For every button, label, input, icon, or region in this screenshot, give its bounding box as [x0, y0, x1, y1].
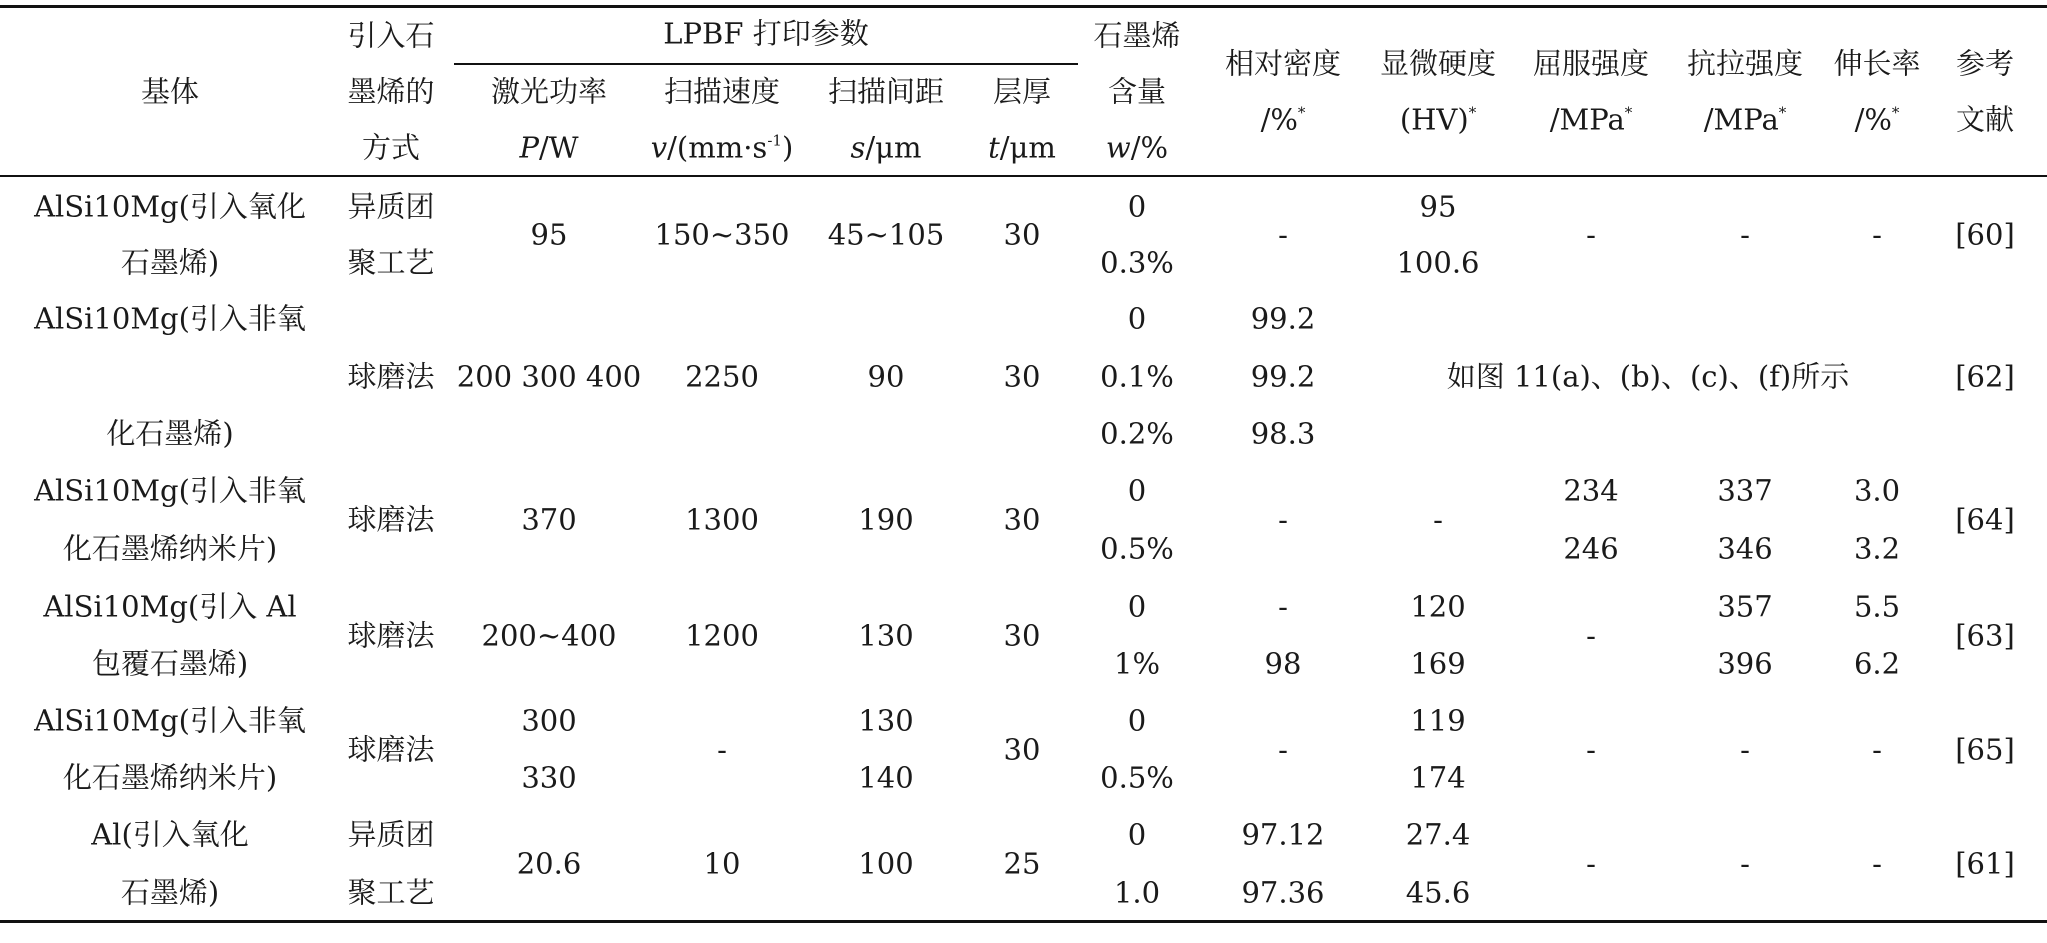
row-layer-thickness: 30 — [1003, 217, 1041, 252]
header-layer-thickness: 层厚 — [992, 74, 1052, 109]
header-reference: 参考 — [1955, 46, 2015, 81]
row-microhardness: 120 — [1410, 589, 1466, 624]
row-graphene-content: 0 — [1127, 703, 1147, 738]
row-scan-speed: 1200 — [685, 618, 759, 652]
header-layer-thickness: t/μm — [988, 130, 1056, 165]
header-scan-speed: $v/(mm\cdot s^{-1})$ — [650, 130, 794, 165]
row-method: 聚工艺 — [347, 245, 435, 280]
row-method: 球磨法 — [347, 359, 435, 393]
row-microhardness: - — [1433, 502, 1443, 537]
row-layer-thickness: 30 — [1003, 618, 1041, 652]
row-elongation: 6.2 — [1853, 646, 1901, 681]
row-laser-power: 20.6 — [516, 846, 582, 881]
row-substrate: 石墨烯) — [120, 875, 220, 910]
row-hatch-spacing: 90 — [867, 359, 905, 394]
row-layer-thickness: 25 — [1003, 846, 1041, 881]
row-tensile-strength: - — [1740, 846, 1750, 881]
row-method: 球磨法 — [347, 502, 435, 537]
header-rule — [0, 175, 2047, 177]
row-method: 异质团 — [347, 817, 435, 852]
row-microhardness: 45.6 — [1405, 875, 1471, 910]
header-relative-density: /%* — [1260, 102, 1306, 137]
row-method: 球磨法 — [347, 732, 435, 766]
row-graphene-content: 0.3% — [1100, 245, 1174, 280]
row-laser-power: 200 300 400 — [456, 359, 642, 394]
row-laser-power: 300 — [521, 703, 577, 738]
row-hatch-spacing: 130 — [858, 618, 914, 652]
row-graphene-content: 0.5% — [1100, 760, 1174, 795]
row-reference: [65] — [1955, 732, 2015, 766]
header-method: 方式 — [361, 130, 421, 165]
row-reference: [62] — [1955, 359, 2015, 394]
row-relative-density: 99.2 — [1250, 301, 1316, 336]
row-yield-strength: - — [1586, 217, 1596, 252]
header-yield-strength: /MPa* — [1549, 102, 1633, 137]
row-substrate: AlSi10Mg(引入 Al — [43, 589, 297, 624]
row-graphene-content: 0 — [1127, 589, 1147, 624]
row-microhardness: 169 — [1410, 646, 1466, 681]
row-graphene-content: 1.0 — [1113, 875, 1161, 910]
row-tensile-strength: 357 — [1717, 589, 1773, 624]
row-relative-density: - — [1278, 589, 1288, 624]
row-scan-speed: 1300 — [685, 502, 759, 537]
bottom-rule — [0, 920, 2047, 923]
row-yield-strength: 234 — [1563, 473, 1619, 508]
row-laser-power: 200~400 — [481, 618, 617, 652]
row-hatch-spacing: 130 — [858, 703, 914, 738]
row-elongation: - — [1872, 846, 1882, 881]
row-substrate: AlSi10Mg(引入氧化 — [34, 189, 306, 224]
row-relative-density: - — [1278, 217, 1288, 252]
row-microhardness: 100.6 — [1396, 245, 1480, 280]
header-method: 墨烯的 — [347, 74, 435, 109]
header-laser-power: P/W — [519, 130, 579, 165]
row-yield-strength: - — [1586, 846, 1596, 881]
header-elongation: 伸长率 — [1833, 46, 1921, 81]
row-hatch-spacing: 100 — [858, 846, 914, 881]
row-relative-density: - — [1278, 502, 1288, 537]
row-relative-density: 97.12 — [1241, 817, 1325, 852]
header-tensile-strength: 抗拉强度 — [1686, 46, 1804, 81]
row-graphene-content: 0.1% — [1100, 359, 1174, 394]
row-laser-power: 370 — [521, 502, 577, 537]
header-graphene-content: 含量 — [1107, 74, 1167, 109]
row-elongation: - — [1872, 217, 1882, 252]
row-reference: [61] — [1955, 846, 2015, 881]
header-hatch-spacing: s/μm — [850, 130, 922, 165]
row-scan-speed: 10 — [703, 846, 741, 881]
row-reference: [64] — [1955, 502, 2015, 537]
row-yield-strength: - — [1586, 732, 1596, 766]
row-graphene-content: 1% — [1113, 646, 1161, 681]
header-relative-density: 相对密度 — [1224, 46, 1342, 81]
row-yield-strength: 246 — [1563, 531, 1619, 566]
header-laser-power: 激光功率 — [490, 74, 608, 109]
row-substrate: AlSi10Mg(引入非氧 — [34, 473, 306, 508]
header-hatch-spacing: 扫描间距 — [827, 74, 945, 109]
row-relative-density: 98 — [1264, 646, 1302, 681]
row-hatch-spacing: 140 — [858, 760, 914, 795]
header-graphene-content: w/% — [1105, 130, 1169, 165]
row-microhardness: 174 — [1410, 760, 1466, 795]
row-tensile-strength: 346 — [1717, 531, 1773, 566]
row-layer-thickness: 30 — [1003, 502, 1041, 537]
row-relative-density: 97.36 — [1241, 875, 1325, 910]
top-rule — [0, 5, 2047, 8]
row-graphene-content: 0 — [1127, 301, 1147, 336]
row-hatch-spacing: 45~105 — [827, 217, 945, 252]
row-relative-density: 99.2 — [1250, 359, 1316, 394]
row-elongation: 5.5 — [1853, 589, 1901, 624]
row-merged-note: 如图 11(a)、(b)、(c)、(f)所示 — [1446, 359, 1850, 394]
header-substrate: 基体 — [140, 74, 200, 109]
row-substrate: 化石墨烯) — [106, 416, 234, 451]
row-graphene-content: 0 — [1127, 189, 1147, 224]
row-graphene-content: 0 — [1127, 817, 1147, 852]
header-lpbf-group: LPBF 打印参数 — [663, 16, 869, 51]
row-substrate: Al(引入氧化 — [91, 817, 249, 852]
row-hatch-spacing: 190 — [858, 502, 914, 537]
row-scan-speed: 2250 — [685, 359, 759, 394]
row-elongation: 3.0 — [1853, 473, 1901, 508]
header-microhardness: 显微硬度 — [1379, 46, 1497, 81]
row-tensile-strength: 396 — [1717, 646, 1773, 681]
row-substrate: AlSi10Mg(引入非氧 — [34, 703, 306, 738]
row-relative-density: 98.3 — [1250, 416, 1316, 451]
row-method: 异质团 — [347, 189, 435, 224]
row-method: 球磨法 — [347, 618, 435, 652]
row-elongation: 3.2 — [1853, 531, 1901, 566]
row-substrate: 化石墨烯纳米片) — [62, 760, 278, 795]
row-tensile-strength: 337 — [1717, 473, 1773, 508]
row-laser-power: 330 — [521, 760, 577, 795]
row-graphene-content: 0 — [1127, 473, 1147, 508]
row-method: 聚工艺 — [347, 875, 435, 910]
row-substrate: 石墨烯) — [120, 245, 220, 280]
lpbf-subheader-rule — [454, 63, 1078, 65]
row-reference: [60] — [1955, 217, 2015, 252]
header-method: 引入石 — [347, 18, 435, 53]
row-graphene-content: 0.2% — [1100, 416, 1174, 451]
row-microhardness: 119 — [1410, 703, 1466, 738]
row-microhardness: 95 — [1419, 189, 1457, 224]
row-laser-power: 95 — [530, 217, 568, 252]
row-microhardness: 27.4 — [1405, 817, 1471, 852]
row-substrate: 化石墨烯纳米片) — [62, 531, 278, 566]
header-elongation: /%* — [1854, 102, 1900, 137]
row-tensile-strength: - — [1740, 732, 1750, 766]
row-yield-strength: - — [1586, 618, 1596, 652]
row-substrate: AlSi10Mg(引入非氧 — [34, 301, 306, 336]
header-yield-strength: 屈服强度 — [1532, 46, 1650, 81]
header-microhardness: (HV)* — [1399, 102, 1477, 137]
row-elongation: - — [1872, 732, 1882, 766]
row-layer-thickness: 30 — [1003, 359, 1041, 394]
row-scan-speed: - — [717, 732, 727, 766]
row-relative-density: - — [1278, 732, 1288, 766]
row-graphene-content: 0.5% — [1100, 531, 1174, 566]
row-reference: [63] — [1955, 618, 2015, 652]
header-reference: 文献 — [1955, 102, 2015, 137]
row-substrate: 包覆石墨烯) — [91, 646, 249, 681]
header-tensile-strength: /MPa* — [1703, 102, 1787, 137]
row-scan-speed: 150~350 — [654, 217, 790, 252]
row-tensile-strength: - — [1740, 217, 1750, 252]
header-graphene-content: 石墨烯 — [1093, 18, 1181, 53]
row-layer-thickness: 30 — [1003, 732, 1041, 766]
header-scan-speed: 扫描速度 — [663, 74, 781, 109]
